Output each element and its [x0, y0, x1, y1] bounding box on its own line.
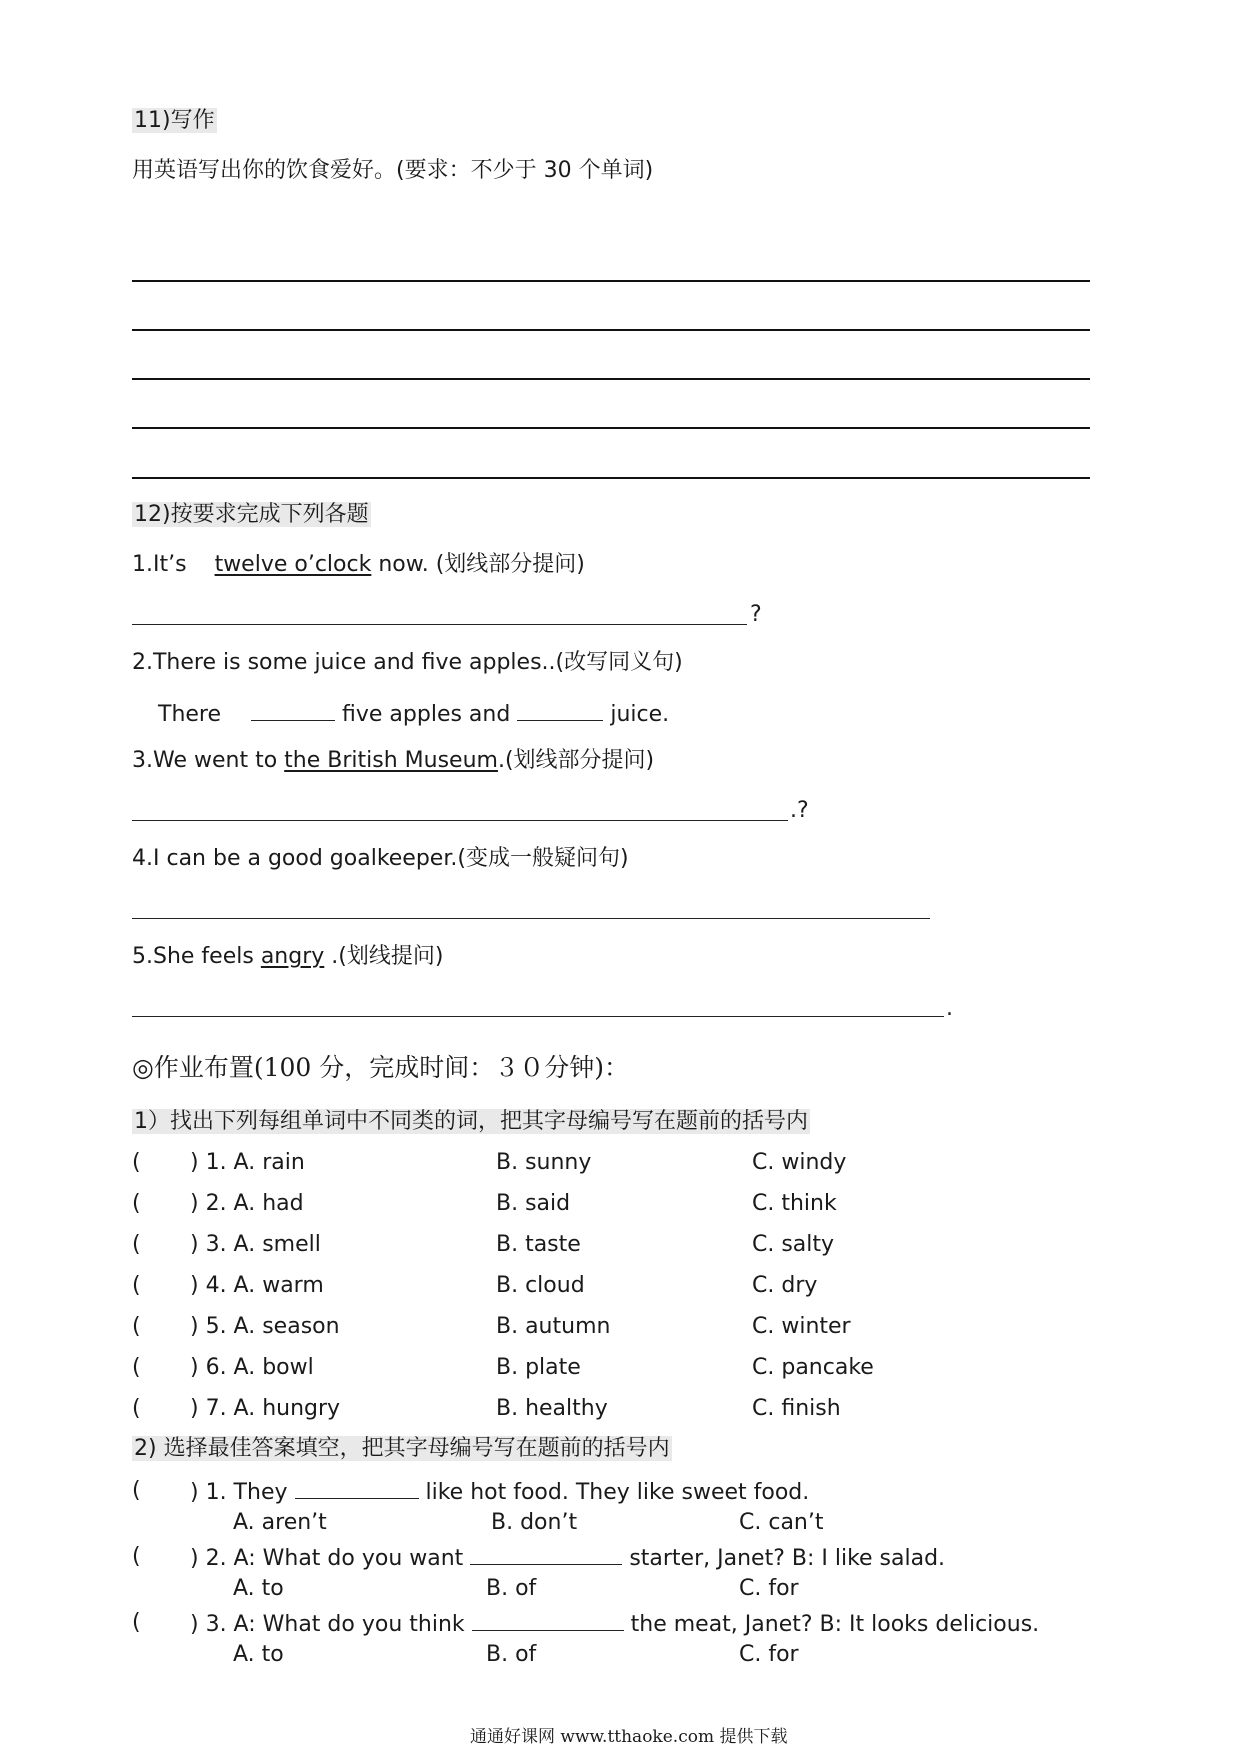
p2-item-2-blank[interactable] [470, 1542, 622, 1565]
p1-row-2-a: ) 2. A. had [190, 1191, 304, 1216]
q2-blank-2[interactable] [517, 698, 603, 721]
p1-row-4-a: ) 4. A. warm [190, 1273, 324, 1298]
p1-row-3-c: C. salty [752, 1232, 835, 1257]
p2-item-3-blank[interactable] [472, 1608, 624, 1631]
p1-row-3-a: ) 3. A. smell [190, 1232, 321, 1257]
p2-item-3-option-b: B. of [486, 1642, 537, 1667]
p1-row-4-b: B. cloud [496, 1273, 585, 1298]
p1-row-6-c: C. pancake [752, 1355, 874, 1380]
p2-item-1-option-a: A. aren’t [233, 1510, 327, 1535]
q5-prefix: 5.She feels [132, 944, 254, 969]
p2-item-1-question [190, 1476, 809, 1508]
p1-row-1-paren[interactable]: ( [132, 1150, 141, 1175]
p1-row-2-paren[interactable]: ( [132, 1191, 141, 1216]
q4-answer-line[interactable] [132, 918, 930, 919]
p2-item-3-option-c: C. for [739, 1642, 799, 1667]
q5-underlined: angry [260, 944, 325, 969]
p2-item-1-pre: ) 1. They [190, 1480, 288, 1505]
p2-item-1-blank[interactable] [295, 1476, 419, 1499]
p2-item-1-paren[interactable]: ( [132, 1478, 141, 1503]
p2-item-3-paren[interactable]: ( [132, 1610, 141, 1635]
p2-item-2-option-a: A. to [233, 1576, 284, 1601]
q5-end-mark: . [946, 996, 953, 1021]
p1-row-3-paren[interactable]: ( [132, 1232, 141, 1257]
q2-middle-text: five apples and [342, 702, 511, 727]
q3-prefix: 3.We went to [132, 748, 278, 773]
q1-question-mark: ? [750, 602, 762, 627]
writing-line-2[interactable] [132, 329, 1090, 331]
writing-line-1[interactable] [132, 280, 1090, 282]
p2-item-2-option-b: B. of [486, 1576, 537, 1601]
p1-row-1-c: C. windy [752, 1150, 847, 1175]
page-footer: 通通好课网 www.tthaoke.com 提供下载 [470, 1727, 788, 1747]
question-12-5 [132, 942, 443, 972]
question-12-4: 4.I can be a good goalkeeper.(变成一般疑问句) [132, 846, 629, 871]
p2-item-1-option-c: C. can’t [739, 1510, 824, 1535]
p1-row-1-b: B. sunny [496, 1150, 592, 1175]
part-2-heading [132, 1434, 672, 1464]
p1-row-5-c: C. winter [752, 1314, 851, 1339]
p1-row-2-b: B. said [496, 1191, 571, 1216]
q1-underlined: twelve o’clock [214, 552, 372, 577]
p1-row-5-a: ) 5. A. season [190, 1314, 340, 1339]
section-11-heading-text: 11)写作 [134, 108, 215, 133]
q3-suffix: .(划线部分提问) [497, 748, 655, 773]
p2-item-3-question [190, 1608, 1039, 1640]
q5-answer-line[interactable] [132, 1016, 944, 1017]
writing-line-3[interactable] [132, 378, 1090, 380]
p2-item-3-option-a: A. to [233, 1642, 284, 1667]
p1-row-5-paren[interactable]: ( [132, 1314, 141, 1339]
p1-row-7-c: C. finish [752, 1396, 841, 1421]
p1-row-1-a: ) 1. A. rain [190, 1150, 305, 1175]
p1-row-4-c: C. dry [752, 1273, 818, 1298]
q1-prefix: 1.It’s [132, 552, 187, 577]
q1-answer-line[interactable] [132, 624, 747, 625]
p1-row-4-paren[interactable]: ( [132, 1273, 141, 1298]
section-11-heading [132, 106, 217, 136]
q2-word-there: There [158, 702, 222, 727]
p2-item-3-pre: ) 3. A: What do you think [190, 1612, 465, 1637]
q1-suffix: now. (划线部分提问) [378, 552, 585, 577]
p2-item-1-option-b: B. don’t [491, 1510, 578, 1535]
p1-row-6-a: ) 6. A. bowl [190, 1355, 314, 1380]
p1-row-5-b: B. autumn [496, 1314, 611, 1339]
q2-blank-1[interactable] [251, 698, 335, 721]
homework-title: ◎作业布置(100 分，完成时间：３０分钟)： [132, 1053, 629, 1082]
p1-row-7-b: B. healthy [496, 1396, 608, 1421]
q5-suffix: .(划线提问) [331, 944, 444, 969]
q2-word-juice: juice. [610, 702, 670, 727]
q2-answer-row [158, 698, 669, 730]
p1-row-7-paren[interactable]: ( [132, 1396, 141, 1421]
p1-row-7-a: ) 7. A. hungry [190, 1396, 341, 1421]
p2-item-2-post: starter, Janet? B: I like salad. [629, 1546, 946, 1571]
question-12-3 [132, 746, 654, 776]
writing-line-5[interactable] [132, 477, 1090, 479]
p1-row-2-c: C. think [752, 1191, 837, 1216]
p2-item-2-question [190, 1542, 945, 1574]
part-1-heading [132, 1107, 810, 1137]
part-1-heading-text: 1）找出下列每组单词中不同类的词，把其字母编号写在题前的括号内 [134, 1109, 808, 1134]
q3-underlined: the British Museum [284, 748, 498, 773]
part-2-heading-text: 2) 选择最佳答案填空，把其字母编号写在题前的括号内 [134, 1436, 670, 1461]
writing-line-4[interactable] [132, 427, 1090, 429]
question-12-1 [132, 550, 585, 580]
p1-row-6-b: B. plate [496, 1355, 581, 1380]
p2-item-2-pre: ) 2. A: What do you want [190, 1546, 464, 1571]
section-12-heading-text: 12)按要求完成下列各题 [134, 502, 369, 527]
p2-item-2-option-c: C. for [739, 1576, 799, 1601]
p2-item-1-post: like hot food. They like sweet food. [425, 1480, 810, 1505]
writing-prompt: 用英语写出你的饮食爱好。(要求：不少于 30 个单词) [132, 158, 654, 183]
p1-row-3-b: B. taste [496, 1232, 581, 1257]
q3-answer-line[interactable] [132, 820, 788, 821]
p2-item-3-post: the meat, Janet? B: It looks delicious. [630, 1612, 1040, 1637]
q3-end-mark: .? [790, 798, 809, 823]
section-12-heading [132, 500, 371, 530]
p2-item-2-paren[interactable]: ( [132, 1544, 141, 1569]
question-12-2: 2.There is some juice and five apples..(改写同义句) [132, 650, 683, 675]
p1-row-6-paren[interactable]: ( [132, 1355, 141, 1380]
